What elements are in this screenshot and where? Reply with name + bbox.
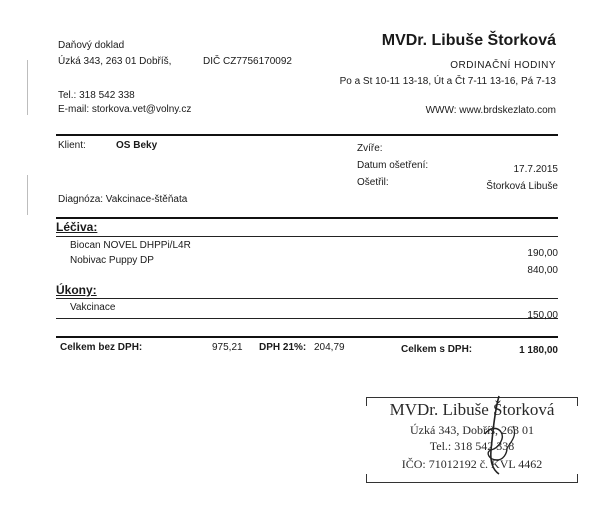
medicine-price: 190,00 — [527, 248, 558, 259]
header-divider — [56, 134, 558, 136]
clinic-email: E-mail: storkova.vet@volny.cz — [58, 104, 192, 115]
total-with-vat-label: Celkem s DPH: — [401, 344, 473, 355]
stamp-name: MVDr. Libuše Štorková — [389, 400, 555, 419]
procedures-title: Úkony: — [56, 283, 97, 297]
procedures-bottom-rule — [56, 318, 558, 319]
stamp-corner-br — [577, 474, 578, 482]
diagnosis: Diagnóza: Vakcinace-štěňata — [58, 194, 188, 205]
medicine-price: 840,00 — [527, 265, 558, 276]
total-without-vat-label: Celkem bez DPH: — [60, 342, 143, 353]
totals-divider — [56, 336, 558, 338]
handwritten-signature — [455, 390, 535, 480]
doc-type: Daňový doklad — [58, 40, 125, 51]
treated-by-label: Ošetřil: — [357, 177, 389, 188]
procedures-title-rule — [56, 298, 558, 299]
medicines-title: Léčiva: — [56, 220, 98, 234]
animal-label: Zvíře: — [357, 143, 383, 154]
vat-value: 204,79 — [314, 342, 345, 353]
treatment-date-value: 17.7.2015 — [513, 164, 558, 175]
client-name: OS Beky — [116, 140, 158, 151]
opening-hours-title: ORDINAČNÍ HODINY — [450, 60, 556, 71]
opening-hours: Po a St 10-11 13-18, Út a Čt 7-11 13-16, Pá 7-13 — [339, 76, 556, 87]
total-with-vat-value: 1 180,00 — [519, 345, 558, 356]
treatment-date-label: Datum ošetření: — [357, 160, 429, 171]
medicine-name: Biocan NOVEL DHPPi/L4R — [70, 240, 191, 251]
treated-by-value: Štorková Libuše — [486, 181, 558, 192]
stamp-ico: IČO: 71012192 č. KVL 4462 — [401, 457, 543, 471]
medicines-title-rule — [56, 236, 558, 237]
vet-name-title: MVDr. Libuše Štorková — [381, 32, 556, 49]
stamp-address: Úzká 343, Dobříš, 263 01 — [410, 423, 534, 437]
client-label: Klient: — [58, 140, 86, 151]
clinic-address: Úzká 343, 263 01 Dobříš, — [58, 56, 172, 67]
procedure-name: Vakcinace — [70, 302, 116, 313]
total-without-vat-value: 975,21 — [212, 342, 243, 353]
stamp-phone: Tel.: 318 542 338 — [429, 439, 515, 453]
clinic-phone: Tel.: 318 542 338 — [58, 90, 135, 101]
procedure-price: 150,00 — [527, 310, 558, 321]
vat-label: DPH 21%: — [259, 342, 307, 353]
medicine-name: Nobivac Puppy DP — [70, 255, 154, 266]
client-divider — [56, 217, 558, 219]
clinic-website: WWW: www.brdskezlato.com — [425, 105, 556, 116]
stamp-corner-bl — [366, 474, 367, 482]
dic-number: DIČ CZ7756170092 — [203, 56, 292, 67]
scan-edge-line-bottom — [27, 175, 28, 215]
scan-edge-line-top — [27, 60, 28, 115]
